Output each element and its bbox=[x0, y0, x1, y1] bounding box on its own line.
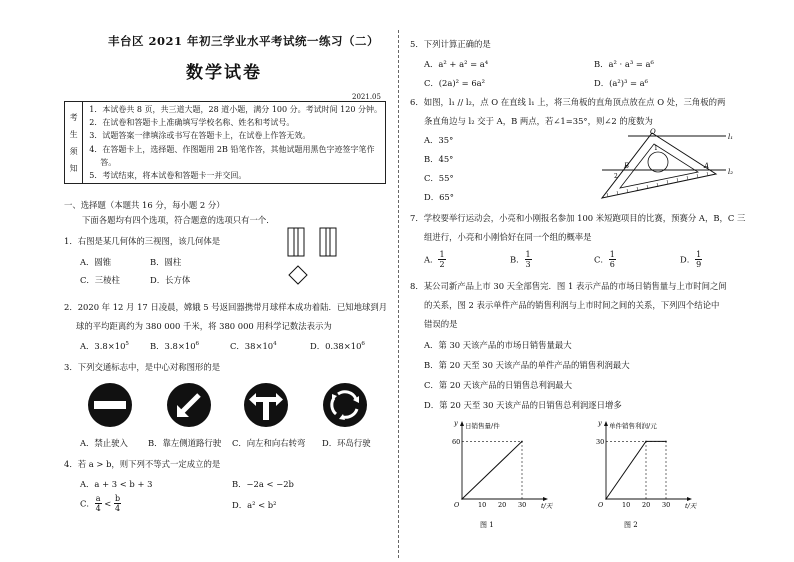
x-axis-label: t/天 bbox=[541, 502, 553, 510]
series-line bbox=[606, 441, 666, 499]
y-axis-arrow bbox=[460, 421, 464, 426]
subject-title: 数学试卷 bbox=[186, 63, 262, 83]
origin-label: O bbox=[454, 501, 460, 509]
notice-items bbox=[83, 102, 386, 184]
keep-left-icon bbox=[167, 383, 211, 427]
x-tick-label: 20 bbox=[642, 501, 651, 509]
q5-option-d[interactable]: D．(a²)³ = a⁶ bbox=[594, 78, 649, 88]
notice-item: 答。 bbox=[100, 157, 117, 167]
triangle-inner bbox=[620, 144, 698, 188]
notice-label: 考 生 须 知 bbox=[65, 102, 83, 184]
x-axis-label: t/天 bbox=[685, 502, 697, 510]
origin-label: O bbox=[598, 501, 604, 509]
q8-line2: 的关系，图 2 表示单件产品的销售利润与上市时间之间的关系，下列四个结论中 bbox=[424, 300, 720, 310]
notice-item: 3．试题答案一律填涂或书写在答题卡上，在试卷上作答无效。 bbox=[89, 131, 311, 141]
q6-line2: 条直角边与 l₂ 交于 A，B 两点，若∠1=35°，则∠2 的度数为 bbox=[424, 116, 653, 126]
q7-option-a[interactable]: A． $\frac{1}{2}$ bbox=[424, 250, 445, 269]
data-point bbox=[665, 441, 667, 443]
chart-title: 单件销售利润/元 bbox=[609, 422, 657, 430]
q1-option-b[interactable]: B．圆柱 bbox=[150, 257, 182, 267]
q2-line1: 2．2020 年 12 月 17 日凌晨，嫦娥 5 号返回器携带月球样本成功着陆．已知地球到月 bbox=[64, 302, 388, 312]
notice-item: 1．本试卷共 8 页，共三道大题，28 道小题，满分 100 分。考试时间 120 分钟。 bbox=[89, 105, 382, 114]
notice-item: 2．在试卷和答题卡上准确填写学校名称、姓名和考试号。 bbox=[89, 118, 295, 128]
y-axis-label: y bbox=[598, 419, 602, 427]
q4-option-b[interactable]: B．−2a < −2b bbox=[232, 479, 294, 489]
q3-option-b[interactable]: B．靠左侧道路行驶 bbox=[148, 438, 222, 448]
chart-fig2 bbox=[584, 414, 704, 529]
q6-option-a[interactable]: A．35° bbox=[424, 135, 454, 145]
section-intro: 下面各题均有四个选项，符合题意的选项只有一个． bbox=[82, 215, 275, 225]
series-line bbox=[462, 441, 522, 499]
chart-title: 日销售量/件 bbox=[465, 422, 500, 430]
q4-option-a[interactable]: A．a + 3 < b + 3 bbox=[80, 479, 153, 489]
q7-option-b[interactable]: B． $\frac{1}{3}$ bbox=[510, 250, 531, 269]
q2-line2: 球的平均距离约为 380 000 千米，将 380 000 用科学记数法表示为 bbox=[76, 321, 332, 331]
x-axis-arrow bbox=[687, 497, 692, 501]
three-view-figure bbox=[280, 222, 360, 290]
x-tick-label: 10 bbox=[622, 501, 631, 509]
q8-option-c[interactable]: C．第 20 天该产品的日销售总利润最大 bbox=[424, 380, 573, 390]
triangle-ruler-figure bbox=[588, 126, 738, 204]
q3-option-c[interactable]: C．向左和向右转弯 bbox=[232, 438, 306, 448]
y-axis-label: y bbox=[454, 419, 458, 427]
top-view bbox=[289, 266, 307, 284]
q1-option-c[interactable]: C．三棱柱 bbox=[80, 275, 120, 285]
data-point bbox=[521, 441, 523, 443]
q1-stem: 1．右图是某几何体的三视图，该几何体是 bbox=[64, 236, 221, 246]
q6-line1: 6．如图，l₁ // l₂，点 O 在直线 l₁ 上，将三角板的直角顶点放在点 O 处，三角板的两 bbox=[410, 97, 726, 107]
q7-line2: 组进行，小亮和小刚恰好在同一个组的概率是 bbox=[424, 232, 592, 242]
figure-caption: 图 2 bbox=[624, 521, 638, 529]
data-point bbox=[605, 498, 607, 500]
q2-option-a[interactable]: A．$3.8\times 10^5$ bbox=[80, 341, 129, 351]
q6-option-d[interactable]: D．65° bbox=[424, 192, 454, 202]
data-point bbox=[461, 498, 463, 500]
x-tick-label: 20 bbox=[498, 501, 507, 509]
roundabout-icon bbox=[323, 383, 367, 427]
x-axis-arrow bbox=[543, 497, 548, 501]
x-tick-label: 30 bbox=[518, 501, 527, 509]
q5-stem: 5．下列计算正确的是 bbox=[410, 39, 491, 49]
q1-option-d[interactable]: D．长方体 bbox=[150, 275, 191, 285]
q7-line1: 7．学校要举行运动会，小亮和小刚报名参加 100 米短跑项目的比赛，预赛分 A，B，C 三 bbox=[410, 213, 746, 223]
label-O: O bbox=[650, 128, 656, 136]
section-heading: 一、选择题（本题共 16 分，每小题 2 分） bbox=[64, 200, 225, 210]
q2-option-d[interactable]: D．$0.38\times 10^6$ bbox=[310, 341, 365, 351]
exam-title: 丰台区 2021 年初三学业水平考试统一练习（二） bbox=[108, 34, 380, 48]
triangle-ruler bbox=[602, 133, 716, 198]
label-l2: l₂ bbox=[728, 168, 734, 176]
x-tick-label: 10 bbox=[478, 501, 487, 509]
q1-option-a[interactable]: A．圆锥 bbox=[80, 257, 112, 267]
q8-option-a[interactable]: A．第 30 天该产品的市场日销售量最大 bbox=[424, 340, 572, 350]
q5-option-a[interactable]: A．a² + a² = a⁴ bbox=[424, 59, 489, 69]
q5-option-b[interactable]: B．a² · a³ = a⁶ bbox=[594, 59, 654, 69]
y-axis-arrow bbox=[604, 421, 608, 426]
label-angle2: 2 bbox=[614, 173, 618, 180]
y-tick-label: 30 bbox=[596, 437, 605, 446]
q4-option-c[interactable]: C． $\frac{a}{4}$ < $\frac{b}{4}$ bbox=[80, 494, 121, 513]
chart-fig1 bbox=[440, 414, 560, 529]
q6-option-c[interactable]: C．55° bbox=[424, 173, 454, 183]
q4-option-d[interactable]: D．a² < b² bbox=[232, 500, 277, 510]
q3-stem: 3．下列交通标志中，是中心对称图形的是 bbox=[64, 362, 221, 372]
notice-item: 4．在答题卡上，选择题、作图题用 2B 铅笔作答，其他试题用黑色字迹签字笔作 bbox=[89, 144, 375, 154]
q2-option-b[interactable]: B．$3.8\times 10^6$ bbox=[150, 341, 200, 351]
q8-option-b[interactable]: B．第 20 天至 30 天该产品的单件产品的销售利润最大 bbox=[424, 360, 630, 370]
exam-date: 2021.05 bbox=[352, 93, 381, 101]
q8-line3: 错误的是 bbox=[424, 319, 458, 329]
ruler-hole bbox=[648, 152, 668, 172]
q8-line1: 8．某公司新产品上市 30 天全部售完．图 1 表示产品的市场日销售量与上市时间之间 bbox=[410, 281, 727, 291]
y-tick-label: 60 bbox=[452, 437, 461, 446]
label-l1: l₁ bbox=[728, 133, 734, 141]
label-A: A bbox=[704, 162, 710, 170]
x-tick-label: 30 bbox=[662, 501, 671, 509]
no-entry-icon bbox=[88, 383, 132, 427]
q5-option-c[interactable]: C．(2a)² = 6a² bbox=[424, 78, 486, 88]
front-view bbox=[288, 228, 304, 256]
column-divider bbox=[398, 30, 399, 558]
traffic-signs bbox=[80, 380, 390, 432]
turn-left-right-icon bbox=[244, 383, 288, 427]
q2-option-c[interactable]: C．$38\times 10^4$ bbox=[230, 341, 277, 351]
q7-option-c[interactable]: C． $\frac{1}{6}$ bbox=[594, 250, 615, 269]
notice-table bbox=[64, 101, 386, 184]
notice-item: 5．考试结束，将本试卷和答题卡一并交回。 bbox=[89, 171, 247, 181]
data-point bbox=[645, 441, 647, 443]
label-B: B bbox=[624, 162, 630, 170]
q6-option-b[interactable]: B．45° bbox=[424, 154, 454, 164]
q4-stem: 4．若 a > b，则下列不等式一定成立的是 bbox=[64, 459, 221, 469]
q7-option-d[interactable]: D． $\frac{1}{9}$ bbox=[680, 250, 702, 269]
figure-caption: 图 1 bbox=[480, 521, 494, 529]
q8-option-d[interactable]: D．第 20 天至 30 天该产品的日销售总利润逐日增多 bbox=[424, 400, 622, 410]
side-view bbox=[320, 228, 336, 256]
q3-option-a[interactable]: A．禁止驶入 bbox=[80, 438, 128, 448]
q3-option-d[interactable]: D．环岛行驶 bbox=[322, 438, 371, 448]
label-angle1: 1 bbox=[654, 145, 658, 152]
